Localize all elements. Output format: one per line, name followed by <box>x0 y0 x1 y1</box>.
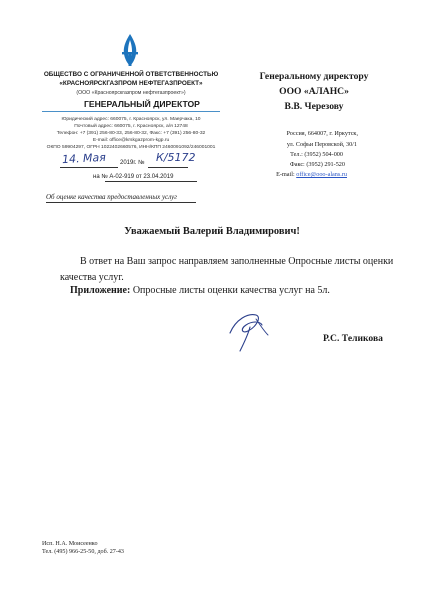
salutation: Уважаемый Валерий Владимирович! <box>124 226 300 237</box>
outgoing-year-label: 2019г. № <box>120 160 145 166</box>
org-short-name: (ООО «Красноярскгазпром нефтегазпроект») <box>76 90 186 96</box>
subject-underline <box>46 202 196 203</box>
gazprom-logo <box>119 32 141 68</box>
executor-phone: Тел. (495) 966-25-50, доб. 27-43 <box>42 549 124 555</box>
addressee-fax: Факс: (3952) 291-520 <box>289 161 345 168</box>
addressee-address-line: Россия, 664007, г. Иркутск, <box>286 130 358 137</box>
addressee-email <box>250 171 347 178</box>
number-underline <box>148 167 188 168</box>
address-line: ОКПО 59904297, ОГРН 1022402660576, ИНН/КПП 2460091092/246001001 <box>46 145 216 150</box>
date-underline <box>60 167 118 168</box>
addressee-position: Генеральному директору <box>259 71 369 82</box>
attachment-line <box>70 285 330 296</box>
letterhead-position: ГЕНЕРАЛЬНЫЙ ДИРЕКТОР <box>84 99 200 109</box>
outgoing-number-handwritten: К/5172 <box>156 151 196 164</box>
address-line: Телефон: +7 (391) 256-80-33, 256-80-32, Факс: +7 (391) 256-80-32 <box>56 131 206 136</box>
reference-underline <box>105 181 197 182</box>
addressee-phone: Тел.: (3952) 504-000 <box>290 151 343 158</box>
attachment-label: Приложение: <box>70 285 131 296</box>
address-line: Почтовый адрес: 660075, г. Красноярск, а/я 12748 <box>74 124 188 129</box>
org-name-line2: «КРАСНОЯРСКГАЗПРОМ НЕФТЕГАЗПРОЕКТ» <box>59 80 203 87</box>
org-name-line1: ОБЩЕСТВО С ОГРАНИЧЕННОЙ ОТВЕТСТВЕННОСТЬЮ <box>43 71 219 78</box>
email-label: E-mail: <box>276 171 297 178</box>
reference-line: на № А-02-919 от 23.04.2019 <box>93 174 174 180</box>
letterhead-divider <box>42 111 220 112</box>
paragraph-line: качества услуг. <box>60 271 124 283</box>
outgoing-date-handwritten: 14. Мая <box>61 150 107 167</box>
email-link[interactable]: office@ooo-alans.ru <box>296 171 347 178</box>
handwritten-signature <box>226 305 272 355</box>
attachment-text: Опросные листы оценки качества услуг на 5л. <box>130 285 330 296</box>
signer-name: Р.С. Теликова <box>323 333 383 344</box>
addressee-company: ООО «АЛАНС» <box>279 86 349 97</box>
letter-paragraph <box>60 254 394 285</box>
paragraph-line: В ответ на Ваш запрос направляем заполненные Опросные листы оценки <box>80 256 394 267</box>
address-line: Юридический адрес: 660075, г. Красноярск, ул. Маерчака, 10 <box>61 117 201 122</box>
addressee-name: В.В. Черезову <box>284 101 344 112</box>
address-line: E-mail: office@krskgazprom-kgp.ru <box>92 138 170 143</box>
executor-name: Исп. Н.А. Моисеенко <box>42 541 98 547</box>
letter-subject: Об оценке качества предоставленных услуг <box>46 193 177 201</box>
addressee-address-line: ул. Софьи Перовской, 30/1 <box>286 141 357 148</box>
